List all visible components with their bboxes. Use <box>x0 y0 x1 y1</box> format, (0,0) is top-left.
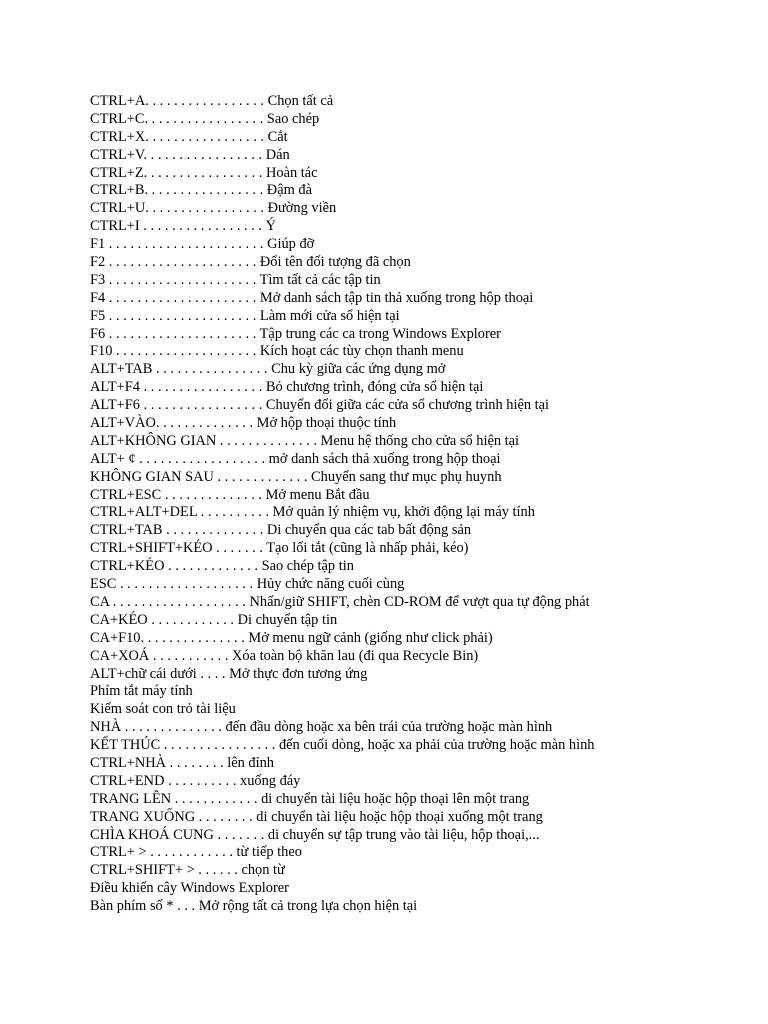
text-line: CTRL+C. . . . . . . . . . . . . . . . . Sao chép <box>90 110 320 127</box>
text-line: TRANG LÊN . . . . . . . . . . . . di chuyển tài liệu hoặc hộp thoại lên một trang <box>90 790 530 807</box>
text-line: CTRL+SHIFT+KÉO . . . . . . . Tạo lối tắt (cũng là nhấp phải, kéo) <box>90 540 469 557</box>
text-line: CA . . . . . . . . . . . . . . . . . . . Nhấn/giữ SHIFT, chèn CD-ROM để vượt qua tự động phát <box>90 593 590 610</box>
text-line: CTRL+TAB . . . . . . . . . . . . . . Di chuyển qua các tab bất động sản <box>90 522 472 539</box>
text-line: F3 . . . . . . . . . . . . . . . . . . . . . Tìm tất cả các tập tin <box>90 271 381 288</box>
text-line: TRANG XUỐNG . . . . . . . . di chuyển tài liệu hoặc hộp thoại xuống một trang <box>90 808 543 825</box>
text-line: CTRL+B. . . . . . . . . . . . . . . . . Đậm đà <box>90 182 312 199</box>
text-line: ALT+F6 . . . . . . . . . . . . . . . . . Chuyển đổi giữa các cửa sổ chương trình hiện tại <box>90 397 550 414</box>
text-line: CTRL+Z. . . . . . . . . . . . . . . . . Hoàn tác <box>90 164 318 181</box>
text-line: ALT+F4 . . . . . . . . . . . . . . . . . Bỏ chương trình, đóng cửa sổ hiện tại <box>90 379 484 396</box>
text-line: Phím tắt máy tính <box>90 683 193 700</box>
text-line: ALT+TAB . . . . . . . . . . . . . . . . Chu kỳ giữa các ứng dụng mở <box>90 361 446 378</box>
text-line: ALT+ ¢ . . . . . . . . . . . . . . . . . . mở danh sách thả xuống trong hộp thoại <box>90 450 501 467</box>
text-line: CTRL+KÉO . . . . . . . . . . . . . Sao chép tập tin <box>90 558 354 575</box>
text-line: CA+KÉO . . . . . . . . . . . . Di chuyển tập tin <box>90 611 338 628</box>
text-line: CTRL+ESC . . . . . . . . . . . . . . Mở menu Bắt đầu <box>90 486 370 503</box>
text-line: F6 . . . . . . . . . . . . . . . . . . . . . Tập trung các ca trong Windows Explorer <box>90 325 501 342</box>
text-line: F1 . . . . . . . . . . . . . . . . . . . . . . Giúp đỡ <box>90 236 315 253</box>
text-line: CA+F10. . . . . . . . . . . . . . . Mở menu ngữ cảnh (giống như click phải) <box>90 629 493 646</box>
text-line: ALT+chữ cái dưới . . . . Mở thực đơn tương ứng <box>90 665 368 682</box>
text-line: ALT+VÀO. . . . . . . . . . . . . . Mở hộp thoại thuộc tính <box>90 415 397 432</box>
text-line: CA+XOÁ . . . . . . . . . . . Xóa toàn bộ khăn lau (đi qua Recycle Bin) <box>90 647 479 664</box>
text-line: F2 . . . . . . . . . . . . . . . . . . . . . Đổi tên đối tượng đã chọn <box>90 254 411 271</box>
document-body <box>90 93 750 916</box>
text-line: NHÀ . . . . . . . . . . . . . . đến đầu dòng hoặc xa bên trái của trường hoặc màn hình <box>90 719 553 736</box>
text-line: CTRL+A. . . . . . . . . . . . . . . . . Chọn tất cả <box>90 93 334 109</box>
text-line: Kiểm soát con trỏ tài liệu <box>90 701 236 718</box>
text-line: KẾT THÚC . . . . . . . . . . . . . . . . đến cuối dòng, hoặc xa phải của trường hoặc màn hình <box>90 737 595 754</box>
text-line: F5 . . . . . . . . . . . . . . . . . . . . . Làm mới cửa sổ hiện tại <box>90 307 400 324</box>
text-line: F10 . . . . . . . . . . . . . . . . . . . . Kích hoạt các tùy chọn thanh menu <box>90 343 464 360</box>
text-line: CTRL+U. . . . . . . . . . . . . . . . . Đường viền <box>90 200 337 217</box>
text-line: CTRL+NHÀ . . . . . . . . lên đỉnh <box>90 754 274 771</box>
text-line: CTRL+SHIFT+ > . . . . . . chọn từ <box>90 862 285 879</box>
text-line: Điều khiển cây Windows Explorer <box>90 880 289 897</box>
text-line: F4 . . . . . . . . . . . . . . . . . . . . . Mở danh sách tập tin thả xuống trong hộp thoại <box>90 289 534 306</box>
text-line: Bàn phím số * . . . Mở rộng tất cả trong lựa chọn hiện tại <box>90 898 418 915</box>
text-line: CTRL+I . . . . . . . . . . . . . . . . . Ý <box>90 218 276 235</box>
text-line: CTRL+ > . . . . . . . . . . . . từ tiếp theo <box>90 844 302 861</box>
text-line: ESC . . . . . . . . . . . . . . . . . . . Hủy chức năng cuối cùng <box>90 576 405 593</box>
text-line: CTRL+ALT+DEL . . . . . . . . . . Mở quản lý nhiệm vụ, khởi động lại máy tính <box>90 504 535 521</box>
text-line: ALT+KHÔNG GIAN . . . . . . . . . . . . . . Menu hệ thống cho cửa sổ hiện tại <box>90 432 520 449</box>
text-line: KHÔNG GIAN SAU . . . . . . . . . . . . . Chuyển sang thư mục phụ huynh <box>90 468 502 485</box>
text-line: CHÌA KHOÁ CUNG . . . . . . . di chuyển sự tập trung vào tài liệu, hộp thoại,... <box>90 826 540 843</box>
text-line: CTRL+END . . . . . . . . . . xuống đáy <box>90 772 301 789</box>
text-line: CTRL+V. . . . . . . . . . . . . . . . . Dán <box>90 146 290 163</box>
text-line: CTRL+X. . . . . . . . . . . . . . . . . Cắt <box>90 128 288 145</box>
